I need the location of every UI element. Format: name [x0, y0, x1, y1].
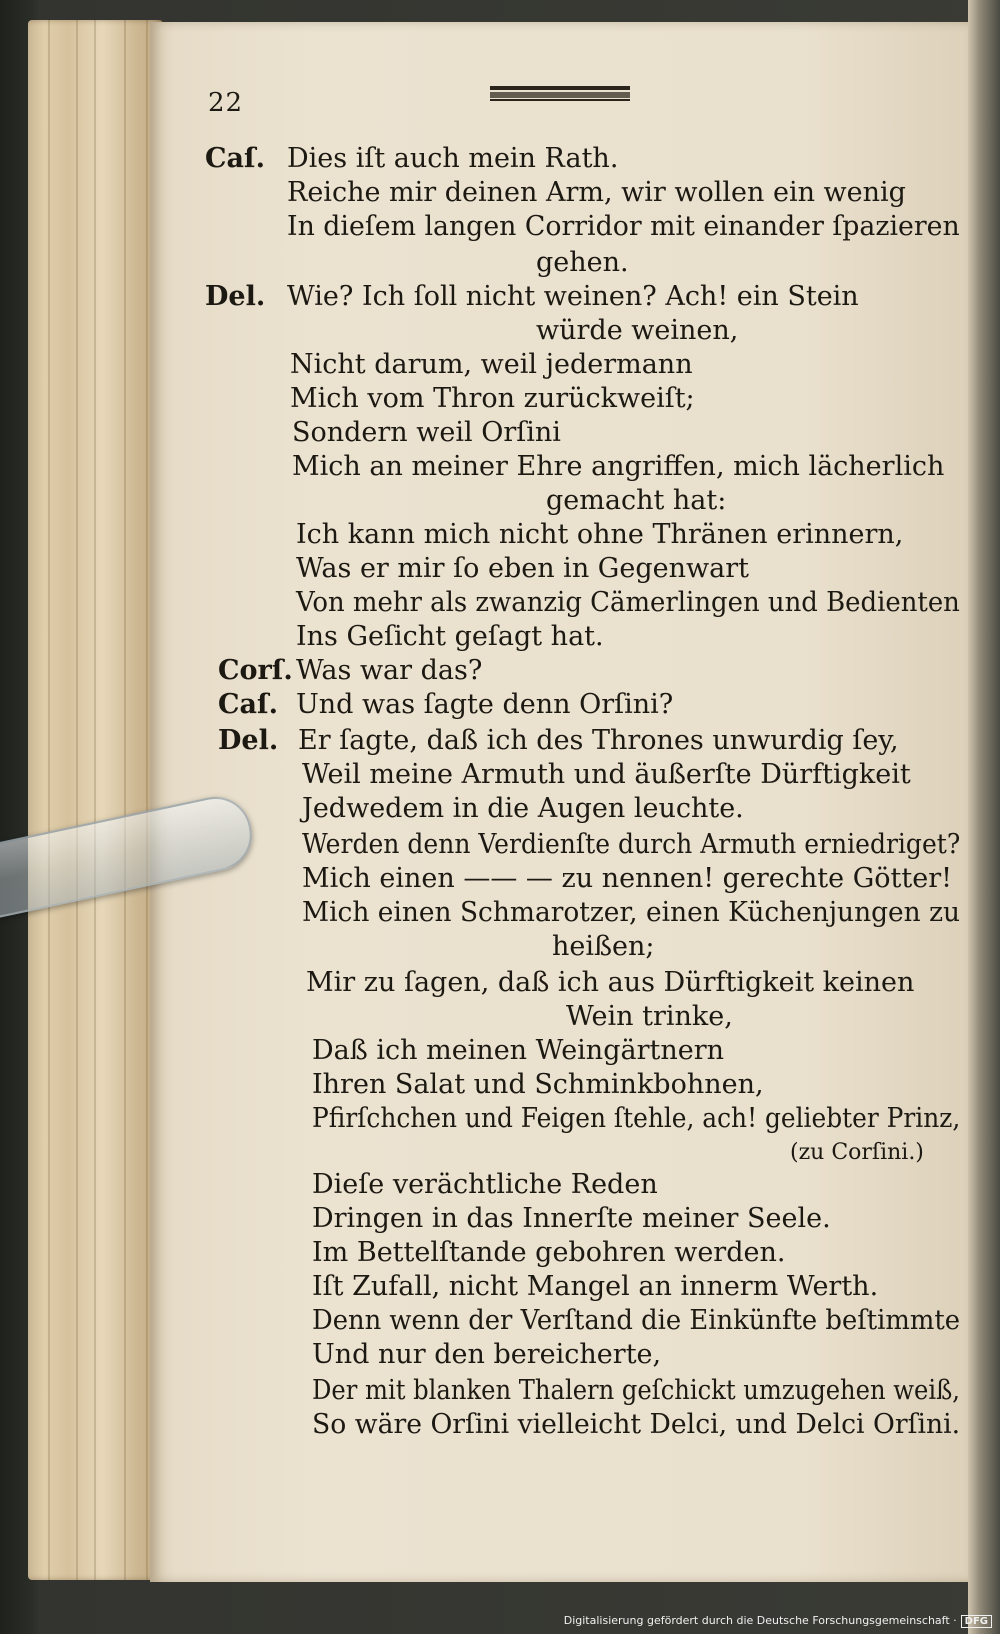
verse-line: Iſt Zufall, nicht Mangel an innerm Werth. [312, 1271, 879, 1302]
verse-line: Nicht darum, weil jedermann [290, 349, 693, 380]
speaker-label: Del. [218, 725, 279, 756]
verse-line: Der mit blanken Thalern geſchickt umzugehen weiß, [312, 1375, 960, 1406]
verse-line: Von mehr als zwanzig Cämerlingen und Bedienten [296, 587, 960, 618]
verse-line: Wein trinke, [566, 1001, 733, 1032]
verse-line: Und nur den bereicherte, [312, 1339, 662, 1370]
verse-line: heißen; [552, 931, 655, 962]
verse-line: würde weinen, [536, 315, 739, 346]
speaker-label: Del. [205, 281, 266, 312]
book-page-stack [28, 20, 163, 1580]
verse-line: Dringen in das Innerſte meiner Seele. [312, 1203, 831, 1234]
verse-line: Reiche mir deinen Arm, wir wollen ein wenig [287, 177, 906, 208]
verse-line: Mich an meiner Ehre angriffen, mich lächerlich [292, 451, 945, 482]
verse-line: Denn wenn der Verſtand die Einkünfte beſtimmte [312, 1305, 961, 1336]
verse-line: Sondern weil Orſini [292, 417, 561, 448]
speaker-label: Caſ. [205, 143, 265, 174]
verse-line: Und was ſagte denn Orſini? [296, 689, 674, 720]
verse-line: Werden denn Verdienſte durch Armuth erniedriget? [302, 829, 961, 860]
verse-line: gehen. [536, 247, 629, 278]
verse-line: Mich einen —— — zu nennen! gerechte Götter! [302, 863, 952, 894]
verse-line: Wie? Ich ſoll nicht weinen? Ach! ein Stein [287, 281, 859, 312]
verse-line: Was er mir ſo eben in Gegenwart [296, 553, 749, 584]
verse-line: Mich einen Schmarotzer, einen Küchenjungen zu [302, 897, 961, 928]
verse-line: Er ſagte, daß ich des Thrones unwurdig ſey, [298, 725, 899, 756]
adjacent-page-edge [968, 0, 1000, 1634]
verse-line: Was war das? [296, 655, 483, 686]
verse-line: Ins Geſicht geſagt hat. [296, 621, 604, 652]
verse-line: Pfirſchchen und Feigen ſtehle, ach! geliebter Prinz, [312, 1103, 961, 1134]
footer-text: Digitalisierung gefördert durch die Deutsche Forschungsgemeinschaft · [563, 1614, 957, 1627]
verse-line: In dieſem langen Corridor mit einander ſpazieren [287, 211, 960, 242]
verse-line: gemacht hat: [546, 485, 727, 516]
verse-line: Ich kann mich nicht ohne Thränen erinnern, [296, 519, 904, 550]
verse-line: Ihren Salat und Schminkbohnen, [312, 1069, 764, 1100]
speaker-label: Caſ. [218, 689, 278, 720]
speaker-label: Corſ. [218, 655, 293, 686]
verse-line: Mir zu ſagen, daß ich aus Dürftigkeit keinen [306, 967, 915, 998]
verse-line: Dieſe verächtliche Reden [312, 1169, 658, 1200]
verse-line: Dies iſt auch mein Rath. [287, 143, 619, 174]
header-ornament [490, 86, 630, 102]
verse-line: Im Bettelſtande gebohren werden. [312, 1237, 786, 1268]
page-number: 22 [208, 88, 244, 118]
verse-line: Daß ich meinen Weingärtnern [312, 1035, 725, 1066]
stage-direction: (zu Corſini.) [790, 1140, 924, 1165]
verse-line: Jedwedem in die Augen leuchte. [302, 793, 744, 824]
verse-line: Weil meine Armuth und äußerſte Dürftigkeit [302, 759, 911, 790]
footer-credit [564, 1614, 992, 1628]
verse-line: So wäre Orſini vielleicht Delci, und Delci Orſini. [312, 1409, 961, 1440]
dfg-logo: DFG [961, 1615, 992, 1628]
verse-line: Mich vom Thron zurückweiſt; [290, 383, 695, 414]
